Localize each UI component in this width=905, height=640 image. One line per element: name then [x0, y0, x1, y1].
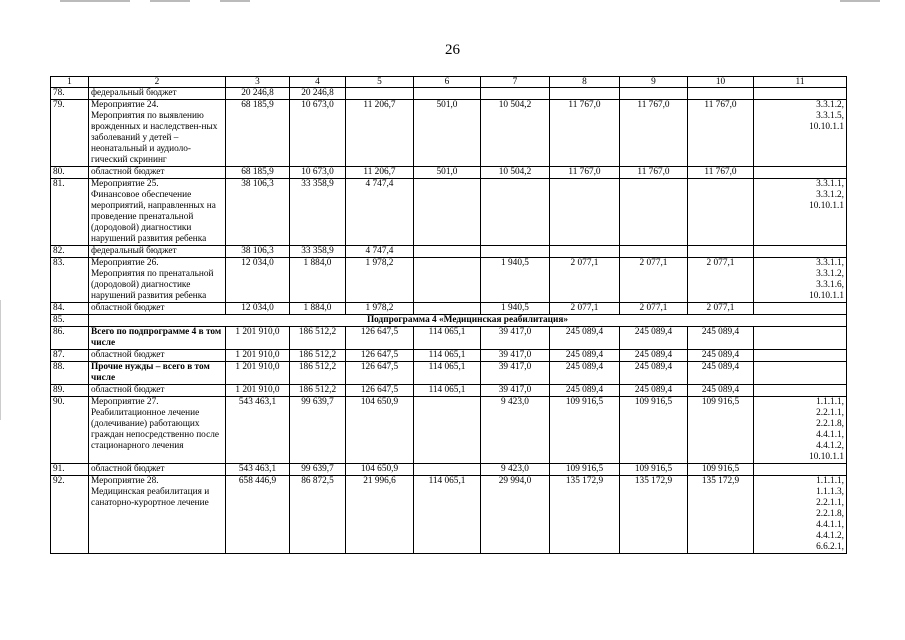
amount-cell: 245 089,4: [688, 350, 754, 362]
amount-cell: 501,0: [414, 100, 481, 167]
amount-cell: 1 940,5: [481, 258, 550, 303]
amount-cell: [620, 179, 688, 246]
amount-cell: 10 504,2: [481, 100, 550, 167]
amount-cell: 39 417,0: [481, 327, 550, 350]
amount-cell: 245 089,4: [550, 362, 620, 385]
table-header-row: [51, 77, 847, 88]
amount-cell: 38 106,3: [226, 246, 290, 258]
amount-cell: 11 767,0: [688, 100, 754, 167]
amount-cell: 68 185,9: [226, 167, 290, 179]
amount-cell: 543 463,1: [226, 397, 290, 464]
amount-cell: 11 767,0: [550, 100, 620, 167]
amount-cell: 109 916,5: [550, 464, 620, 476]
amount-cell: 29 994,0: [481, 476, 550, 554]
amount-cell: 245 089,4: [550, 327, 620, 350]
column-number-header: 2: [89, 77, 226, 88]
amount-cell: 2 077,1: [550, 258, 620, 303]
column-number-header: 10: [688, 77, 754, 88]
amount-cell: 1 940,5: [481, 303, 550, 315]
amount-cell: 245 089,4: [688, 327, 754, 350]
row-number: 79.: [51, 100, 89, 167]
amount-cell: 39 417,0: [481, 385, 550, 397]
amount-cell: 114 065,1: [414, 327, 481, 350]
indicator-codes: [754, 350, 847, 362]
column-number-header: 6: [414, 77, 481, 88]
column-number-header: 11: [754, 77, 847, 88]
amount-cell: 126 647,5: [346, 385, 414, 397]
indicator-codes: [754, 167, 847, 179]
amount-cell: 1 201 910,0: [226, 362, 290, 385]
amount-cell: 245 089,4: [550, 350, 620, 362]
amount-cell: 658 446,9: [226, 476, 290, 554]
amount-cell: 126 647,5: [346, 327, 414, 350]
amount-cell: 1 978,2: [346, 303, 414, 315]
amount-cell: 12 034,0: [226, 258, 290, 303]
amount-cell: 68 185,9: [226, 100, 290, 167]
table-row: [51, 315, 847, 327]
item-name: федеральный бюджет: [89, 246, 226, 258]
row-number: 89.: [51, 385, 89, 397]
amount-cell: 109 916,5: [688, 397, 754, 464]
item-name: федеральный бюджет: [89, 88, 226, 100]
amount-cell: 86 872,5: [290, 476, 346, 554]
amount-cell: 11 206,7: [346, 167, 414, 179]
indicator-codes: [754, 88, 847, 100]
indicator-codes: [754, 464, 847, 476]
amount-cell: 135 172,9: [688, 476, 754, 554]
amount-cell: [550, 246, 620, 258]
page-number: 26: [445, 42, 460, 58]
amount-cell: 1 884,0: [290, 258, 346, 303]
amount-cell: 2 077,1: [620, 303, 688, 315]
table-row: [51, 179, 847, 246]
indicator-codes: [754, 327, 847, 350]
indicator-codes: [754, 303, 847, 315]
amount-cell: 4 747,4: [346, 246, 414, 258]
amount-cell: 109 916,5: [550, 397, 620, 464]
amount-cell: 2 077,1: [550, 303, 620, 315]
table-row: [51, 246, 847, 258]
amount-cell: 109 916,5: [688, 464, 754, 476]
amount-cell: [414, 179, 481, 246]
table-row: [51, 327, 847, 350]
amount-cell: 104 650,9: [346, 464, 414, 476]
amount-cell: 245 089,4: [688, 362, 754, 385]
amount-cell: 2 077,1: [688, 303, 754, 315]
amount-cell: 9 423,0: [481, 397, 550, 464]
amount-cell: 33 358,9: [290, 246, 346, 258]
row-number: 78.: [51, 88, 89, 100]
amount-cell: 33 358,9: [290, 179, 346, 246]
amount-cell: [620, 88, 688, 100]
amount-cell: 39 417,0: [481, 362, 550, 385]
amount-cell: 245 089,4: [620, 362, 688, 385]
amount-cell: [346, 88, 414, 100]
amount-cell: 501,0: [414, 167, 481, 179]
amount-cell: [414, 303, 481, 315]
amount-cell: 11 767,0: [620, 100, 688, 167]
amount-cell: [414, 246, 481, 258]
item-name: областной бюджет: [89, 385, 226, 397]
column-number-header: 9: [620, 77, 688, 88]
indicator-codes: [754, 246, 847, 258]
amount-cell: 109 916,5: [620, 464, 688, 476]
amount-cell: 109 916,5: [620, 397, 688, 464]
table-row: [51, 385, 847, 397]
item-name: Мероприятие 24. Мероприятия по выявлению врожденных и наследствен-ных заболеваний у детей – неонатальный и аудиоло-гический скрининг: [89, 100, 226, 167]
amount-cell: 1 201 910,0: [226, 350, 290, 362]
column-number-header: 5: [346, 77, 414, 88]
item-name: областной бюджет: [89, 167, 226, 179]
table-row: [51, 464, 847, 476]
row-number: 85.: [51, 315, 89, 327]
amount-cell: 4 747,4: [346, 179, 414, 246]
amount-cell: 39 417,0: [481, 350, 550, 362]
amount-cell: 245 089,4: [620, 350, 688, 362]
scan-artifact: [150, 0, 190, 2]
scan-artifact: [220, 0, 250, 2]
column-number-header: 8: [550, 77, 620, 88]
amount-cell: 2 077,1: [688, 258, 754, 303]
item-name: областной бюджет: [89, 464, 226, 476]
amount-cell: 2 077,1: [620, 258, 688, 303]
amount-cell: 20 246,8: [226, 88, 290, 100]
row-number: 91.: [51, 464, 89, 476]
amount-cell: 135 172,9: [620, 476, 688, 554]
indicator-codes: [754, 362, 847, 385]
amount-cell: 12 034,0: [226, 303, 290, 315]
amount-cell: 186 512,2: [290, 362, 346, 385]
budget-table: [50, 76, 847, 554]
item-name: Мероприятие 28. Медицинская реабилитация и санаторно-курортное лечение: [89, 476, 226, 554]
row-number: 83.: [51, 258, 89, 303]
item-name: областной бюджет: [89, 350, 226, 362]
amount-cell: [414, 464, 481, 476]
scan-artifact: [60, 0, 130, 2]
indicator-codes: 3.3.1.2, 3.3.1.5, 10.10.1.1: [754, 100, 847, 167]
indicator-codes: [754, 385, 847, 397]
item-name: Прочие нужды – всего в том числе: [89, 362, 226, 385]
scan-artifact: [840, 0, 880, 2]
table-row: [51, 167, 847, 179]
amount-cell: [414, 258, 481, 303]
amount-cell: [414, 397, 481, 464]
amount-cell: 126 647,5: [346, 350, 414, 362]
amount-cell: [688, 179, 754, 246]
table-row: [51, 88, 847, 100]
amount-cell: 114 065,1: [414, 385, 481, 397]
amount-cell: 114 065,1: [414, 362, 481, 385]
column-number-header: 7: [481, 77, 550, 88]
amount-cell: 135 172,9: [550, 476, 620, 554]
amount-cell: 99 639,7: [290, 464, 346, 476]
amount-cell: 11 206,7: [346, 100, 414, 167]
amount-cell: 1 201 910,0: [226, 327, 290, 350]
amount-cell: 245 089,4: [620, 385, 688, 397]
amount-cell: 11 767,0: [688, 167, 754, 179]
row-number: 87.: [51, 350, 89, 362]
amount-cell: 245 089,4: [688, 385, 754, 397]
row-number: 90.: [51, 397, 89, 464]
row-number: 88.: [51, 362, 89, 385]
amount-cell: [550, 88, 620, 100]
amount-cell: 10 504,2: [481, 167, 550, 179]
table-row: [51, 303, 847, 315]
column-number-header: 4: [290, 77, 346, 88]
amount-cell: [481, 88, 550, 100]
table-row: [51, 362, 847, 385]
indicator-codes: 1.1.1.1, 1.1.1.3, 2.2.1.1, 2.2.1.8, 4.4.1.1, 4.4.1.2, 6.6.2.1,: [754, 476, 847, 554]
amount-cell: 38 106,3: [226, 179, 290, 246]
item-name: Всего по подпрограмме 4 в том числе: [89, 327, 226, 350]
table-row: [51, 350, 847, 362]
table-row: [51, 100, 847, 167]
section-title: Подпрограмма 4 «Медицинская реабилитация»: [89, 315, 847, 327]
amount-cell: 245 089,4: [550, 385, 620, 397]
amount-cell: 21 996,6: [346, 476, 414, 554]
amount-cell: 10 673,0: [290, 167, 346, 179]
amount-cell: 114 065,1: [414, 476, 481, 554]
row-number: 81.: [51, 179, 89, 246]
amount-cell: 1 978,2: [346, 258, 414, 303]
amount-cell: [481, 246, 550, 258]
amount-cell: 11 767,0: [550, 167, 620, 179]
item-name: Мероприятие 26. Мероприятия по пренатальной (дородовой) диагностике нарушений развития ребенка: [89, 258, 226, 303]
amount-cell: 20 246,8: [290, 88, 346, 100]
amount-cell: 186 512,2: [290, 327, 346, 350]
amount-cell: [550, 179, 620, 246]
amount-cell: 114 065,1: [414, 350, 481, 362]
row-number: 82.: [51, 246, 89, 258]
indicator-codes: 3.3.1.1, 3.3.1.2, 3.3.1.6, 10.10.1.1: [754, 258, 847, 303]
amount-cell: 11 767,0: [620, 167, 688, 179]
item-name: Мероприятие 25. Финансовое обеспечение мероприятий, направленных на проведение пренатальной (дородовой) диагностики нарушений развития ребенка: [89, 179, 226, 246]
indicator-codes: 3.3.1.1, 3.3.1.2, 10.10.1.1: [754, 179, 847, 246]
amount-cell: [688, 246, 754, 258]
amount-cell: 99 639,7: [290, 397, 346, 464]
item-name: областной бюджет: [89, 303, 226, 315]
amount-cell: 543 463,1: [226, 464, 290, 476]
scan-artifact: [0, 300, 1, 420]
column-number-header: 3: [226, 77, 290, 88]
table-row: [51, 397, 847, 464]
table-row: [51, 476, 847, 554]
row-number: 86.: [51, 327, 89, 350]
item-name: Мероприятие 27. Реабилитационное лечение (долечивание) работающих граждан непосредственно после стационарного лечения: [89, 397, 226, 464]
amount-cell: 10 673,0: [290, 100, 346, 167]
column-number-header: 1: [51, 77, 89, 88]
amount-cell: 186 512,2: [290, 350, 346, 362]
amount-cell: [481, 179, 550, 246]
row-number: 92.: [51, 476, 89, 554]
amount-cell: 245 089,4: [620, 327, 688, 350]
amount-cell: 1 884,0: [290, 303, 346, 315]
amount-cell: [414, 88, 481, 100]
amount-cell: 126 647,5: [346, 362, 414, 385]
indicator-codes: 1.1.1.1, 2.2.1.1, 2.2.1.8, 4.4.1.1, 4.4.1.2, 10.10.1.1: [754, 397, 847, 464]
row-number: 80.: [51, 167, 89, 179]
amount-cell: 186 512,2: [290, 385, 346, 397]
row-number: 84.: [51, 303, 89, 315]
amount-cell: 104 650,9: [346, 397, 414, 464]
table-row: [51, 258, 847, 303]
amount-cell: [688, 88, 754, 100]
amount-cell: [620, 246, 688, 258]
amount-cell: 1 201 910,0: [226, 385, 290, 397]
amount-cell: 9 423,0: [481, 464, 550, 476]
